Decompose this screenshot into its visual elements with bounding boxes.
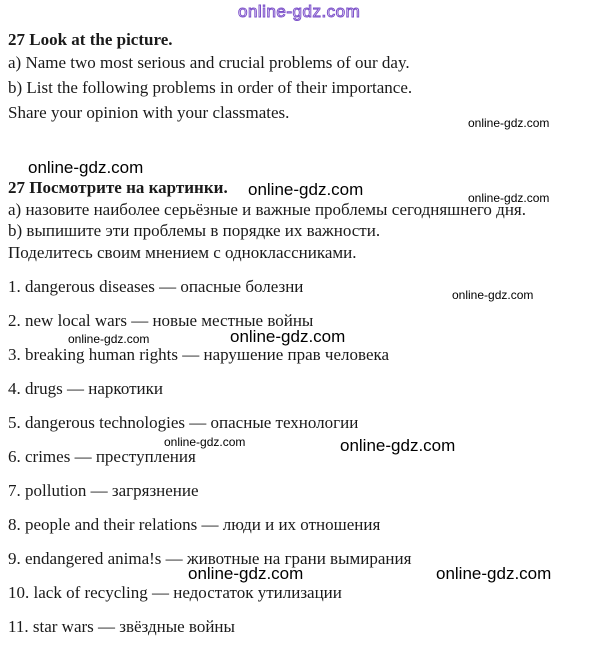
list-item: 7. pollution — загрязнение <box>8 481 199 500</box>
watermark: online-gdz.com <box>468 191 550 205</box>
watermark: online-gdz.com <box>188 564 304 583</box>
watermark: online-gdz.com <box>28 158 144 177</box>
list-item: 10. lack of recycling — недостаток утилизации <box>8 583 342 602</box>
watermark: online-gdz.com <box>452 288 534 302</box>
english-line-b: b) List the following problems in order of their importance. <box>8 78 413 97</box>
russian-line-b: b) выпишите эти проблемы в порядке их важности. <box>8 221 381 240</box>
watermark: online-gdz.com <box>468 116 550 130</box>
english-line-a: a) Name two most serious and crucial problems of our day. <box>8 53 410 72</box>
watermark: online-gdz.com <box>68 332 150 346</box>
list-item: 9. endangered anima!s — животные на грани вымирания <box>8 549 412 568</box>
russian-line-a: а) назовите наиболее серьёзные и важные проблемы сегодняшнего дня. <box>8 200 526 219</box>
english-title: 27 Look at the picture. <box>8 30 173 49</box>
list-item: 3. breaking human rights — нарушение прав человека <box>8 345 390 364</box>
list-item: 6. crimes — преступления <box>8 447 196 466</box>
list-item: 5. dangerous technologies — опасные технологии <box>8 413 359 432</box>
watermark: online-gdz.com <box>164 435 246 449</box>
list-item: 2. new local wars — новые местные войны <box>8 311 314 330</box>
watermark: online-gdz.com <box>248 180 364 199</box>
russian-line-share: Поделитесь своим мнением с одноклассниками. <box>8 243 357 262</box>
list-item: 1. dangerous diseases — опасные болезни <box>8 277 304 296</box>
list-item: 4. drugs — наркотики <box>8 379 163 398</box>
list-item: 8. people and their relations — люди и их отношения <box>8 515 381 534</box>
top-watermark: online-gdz.com <box>238 2 361 21</box>
watermark: online-gdz.com <box>436 564 552 583</box>
english-line-share: Share your opinion with your classmates. <box>8 103 290 122</box>
watermark: online-gdz.com <box>340 436 456 455</box>
russian-title: 27 Посмотрите на картинки. <box>8 178 228 197</box>
watermark: online-gdz.com <box>230 327 346 346</box>
list-item: 11. star wars — звёздные войны <box>8 617 235 636</box>
